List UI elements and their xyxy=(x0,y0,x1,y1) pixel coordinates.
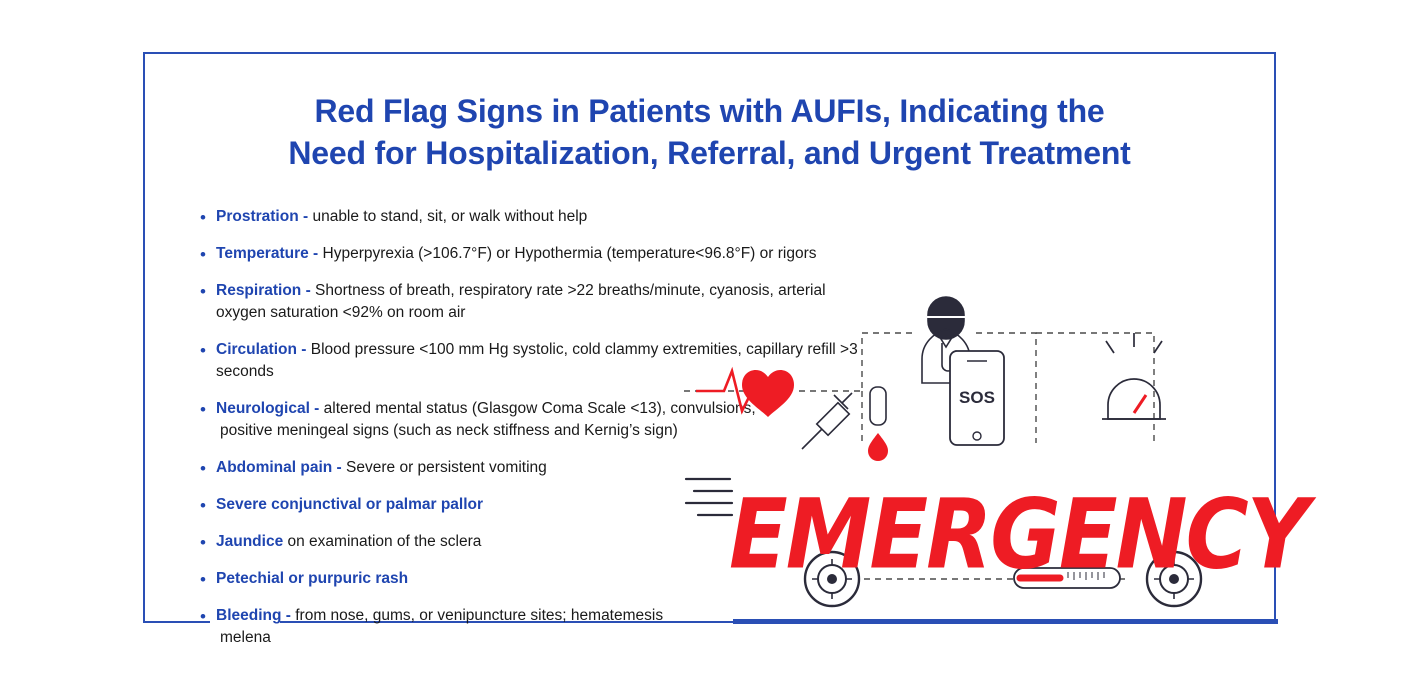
list-item-lead: Jaundice xyxy=(216,533,288,550)
list-item-lead: Prostration - xyxy=(216,208,313,225)
page-title-line-2: Need for Hospitalization, Referral, and Urgent Treatment xyxy=(288,135,1131,172)
list-item-text: altered mental status (Glasgow Coma Scale <13), convulsions, xyxy=(323,400,756,417)
list-item-lead: Circulation - xyxy=(216,341,311,358)
page-title xyxy=(185,90,1234,174)
list-item xyxy=(200,243,860,265)
page-title-line-1: Red Flag Signs in Patients with AUFIs, Indicating the xyxy=(314,93,1105,129)
list-item-text: Shortness of breath, respiratory rate >22 breaths/minute, cyanosis, arterial oxygen saturation <92% on room air xyxy=(216,282,826,321)
bullet-icon: • xyxy=(200,570,206,589)
blood-drop-icon xyxy=(868,387,888,461)
bullet-icon: • xyxy=(200,245,206,264)
bullet-icon: • xyxy=(200,341,206,360)
bullet-icon: • xyxy=(200,533,206,552)
bullet-icon: • xyxy=(200,496,206,515)
connector-line xyxy=(799,333,916,391)
list-item-text: unable to stand, sit, or walk without help xyxy=(312,208,588,225)
list-item-text: from nose, gums, or venipuncture sites; hematemesis xyxy=(295,607,664,624)
list-item-lead: Severe conjunctival or palmar pallor xyxy=(216,496,484,513)
list-item-text: on examination of the sclera xyxy=(287,533,482,550)
list-item-subtext: melena xyxy=(220,629,271,646)
emergency-illustration xyxy=(684,291,1307,621)
connector-line xyxy=(1036,333,1154,443)
bullet-icon: • xyxy=(200,607,206,626)
phone-sos-icon xyxy=(950,351,1004,445)
list-item-text: Hyperpyrexia (>106.7°F) or Hypothermia (temperature<96.8°F) or rigors xyxy=(322,245,817,262)
bullet-icon: • xyxy=(200,208,206,227)
bullet-icon: • xyxy=(200,459,206,478)
bullet-icon: • xyxy=(200,282,206,301)
list-item-text: Severe or persistent vomiting xyxy=(346,459,547,476)
list-item xyxy=(200,206,860,228)
heartbeat-icon xyxy=(696,370,794,417)
list-item-lead: Respiration - xyxy=(216,282,316,299)
list-item-lead: Temperature - xyxy=(216,245,323,262)
list-item-lead: Neurological - xyxy=(216,400,324,417)
siren-icon xyxy=(1102,333,1166,419)
syringe-icon xyxy=(802,393,852,449)
emergency-wordmark: EMERGENCY xyxy=(729,478,1307,591)
speed-lines-icon xyxy=(686,479,732,515)
list-item-subtext: positive meningeal signs (such as neck stiffness and Kernig’s sign) xyxy=(220,422,678,439)
bullet-icon: • xyxy=(200,400,206,419)
infographic-poster xyxy=(143,52,1307,646)
phone-sos-label: SOS xyxy=(959,388,995,407)
list-item-text: Blood pressure <100 mm Hg systolic, cold clammy extremities, capillary refill >3 seconds xyxy=(216,341,858,380)
list-item-lead: Abdominal pain - xyxy=(216,459,347,476)
list-item-lead: Petechial or purpuric rash xyxy=(216,570,409,587)
list-item-lead: Bleeding - xyxy=(216,607,296,624)
